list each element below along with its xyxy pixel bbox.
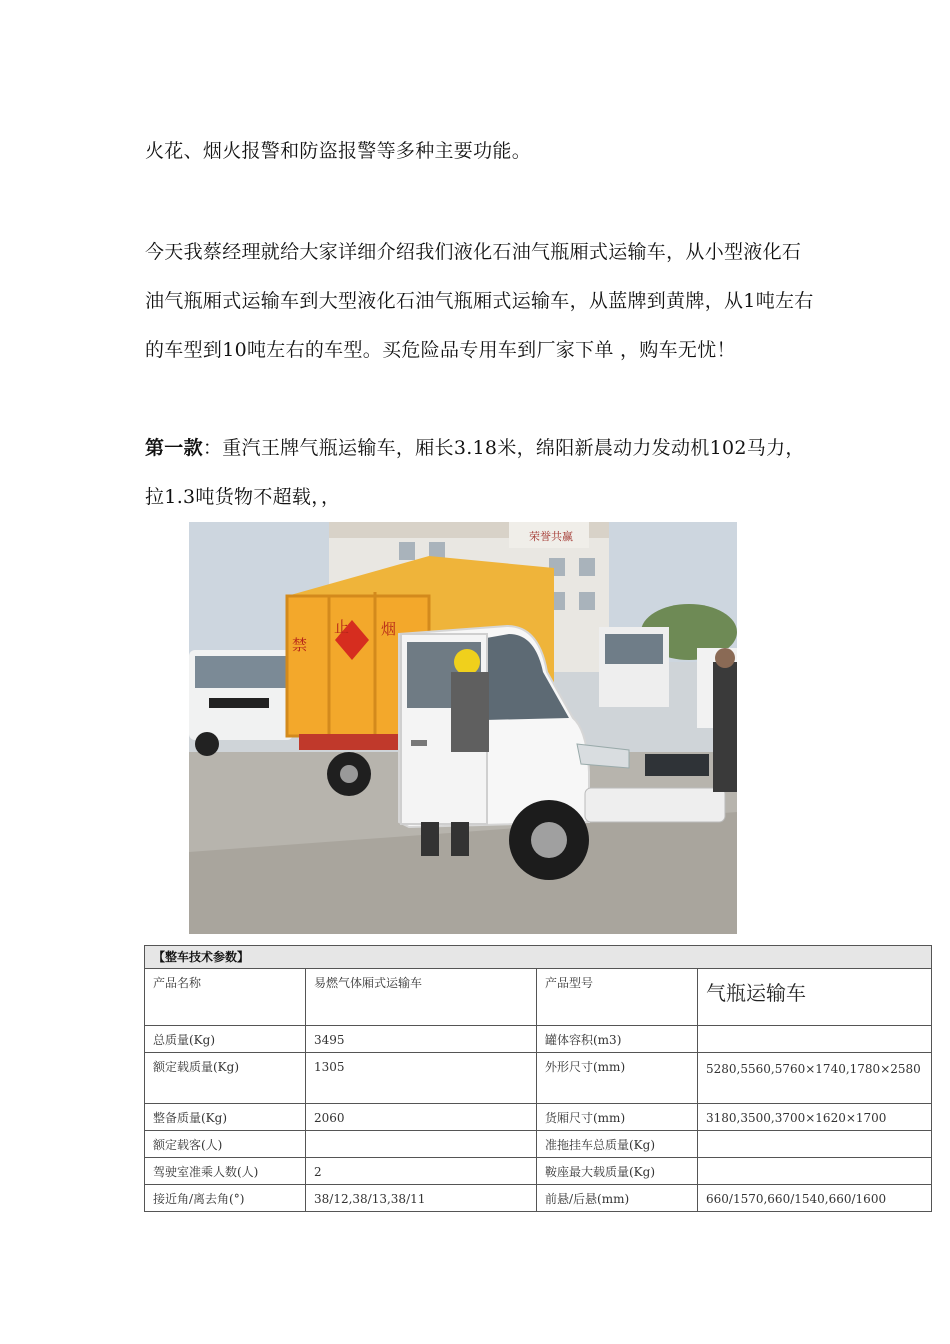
table-cell: 整备质量(Kg): [145, 1104, 306, 1131]
table-cell: [698, 1026, 932, 1053]
table-cell: 罐体容积(m3): [537, 1026, 698, 1053]
table-cell: 660/1570,660/1540,660/1600: [698, 1185, 932, 1212]
building-sign-text: 荣誉共赢: [529, 530, 573, 543]
table-cell: 1305: [306, 1053, 537, 1104]
first-model-description: 重汽王牌气瓶运输车，厢长3.18米，绵阳新晨动力发动机102马力，拉1.3吨货物不超载，，: [145, 437, 805, 508]
first-model-label: 第一款: [145, 437, 203, 459]
table-cell: 5280,5560,5760×1740,1780×2580: [698, 1053, 932, 1104]
table-cell: 气瓶运输车: [698, 969, 932, 1026]
table-cell: 接近角/离去角(°): [145, 1185, 306, 1212]
table-row: [145, 1053, 932, 1104]
paragraph-intro-end: 火花、烟火报警和防盗报警等多种主要功能。: [145, 140, 532, 162]
table-cell: 3495: [306, 1026, 537, 1053]
table-cell: 额定载客(人): [145, 1131, 306, 1158]
first-model-colon: ：: [202, 437, 223, 459]
table-cell: 产品名称: [145, 969, 306, 1026]
table-cell: [698, 1158, 932, 1185]
spec-table-header: 【整车技术参数】: [145, 946, 932, 969]
box-sign-left: 禁: [292, 636, 308, 654]
table-cell: 前悬/后悬(mm): [537, 1185, 698, 1212]
table-cell: 2: [306, 1158, 537, 1185]
table-cell: 总质量(Kg): [145, 1026, 306, 1053]
table-cell: 2060: [306, 1104, 537, 1131]
truck-photo: [189, 522, 737, 934]
table-cell: 鞍座最大载质量(Kg): [537, 1158, 698, 1185]
table-cell: 易燃气体厢式运输车: [306, 969, 537, 1026]
table-cell: 外形尺寸(mm): [537, 1053, 698, 1104]
table-cell: 38/12,38/13,38/11: [306, 1185, 537, 1212]
spec-table-header-row: [145, 946, 932, 969]
table-row: [145, 969, 932, 1026]
table-cell: 准拖挂车总质量(Kg): [537, 1131, 698, 1158]
table-row: [145, 1131, 932, 1158]
table-row: [145, 1158, 932, 1185]
spec-table: [144, 945, 932, 1212]
table-row: [145, 1104, 932, 1131]
table-cell: [306, 1131, 537, 1158]
table-row: [145, 1026, 932, 1053]
table-cell: 额定载质量(Kg): [145, 1053, 306, 1104]
table-cell: [698, 1131, 932, 1158]
table-cell: 货厢尺寸(mm): [537, 1104, 698, 1131]
box-sign-right: 烟: [381, 620, 397, 638]
paragraph-first-model: [145, 424, 817, 522]
paragraph-introduction: 今天我蔡经理就给大家详细介绍我们液化石油气瓶厢式运输车，从小型液化石油气瓶厢式运输车到大型液化石油气瓶厢式运输车，从蓝牌到黄牌，从1吨左右的车型到10吨左右的车型。买危险品专用车到厂家下单 ，购车无忧！: [145, 241, 814, 361]
box-sign-mid: 止: [334, 618, 350, 636]
table-row: [145, 1185, 932, 1212]
table-cell: 驾驶室准乘人数(人): [145, 1158, 306, 1185]
table-cell: 3180,3500,3700×1620×1700: [698, 1104, 932, 1131]
table-cell: 产品型号: [537, 969, 698, 1026]
